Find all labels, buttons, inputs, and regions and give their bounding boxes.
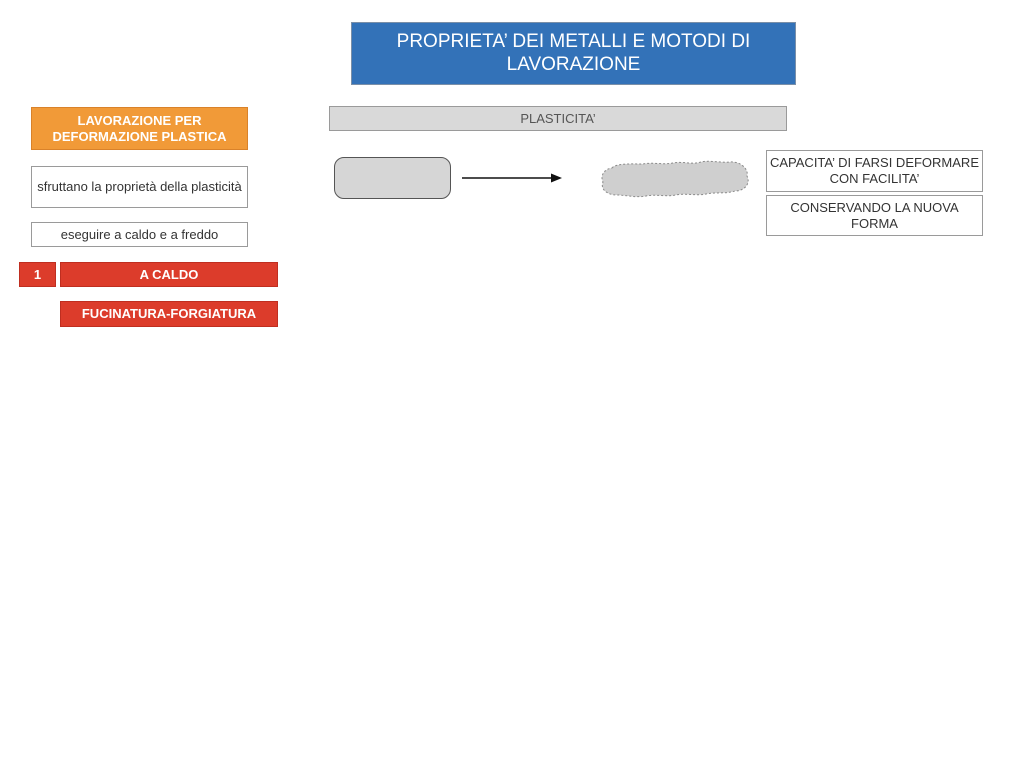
definition-box-1: CAPACITA’ DI FARSI DEFORMARE CON FACILITA’	[766, 150, 983, 192]
slide-title: PROPRIETA’ DEI METALLI E MOTODI DI LAVORAZIONE	[351, 22, 796, 85]
category-box: LAVORAZIONE PER DEFORMAZIONE PLASTICA	[31, 107, 248, 150]
property-header: PLASTICITA’	[329, 106, 787, 131]
sub-step-box: FUCINATURA-FORGIATURA	[60, 301, 278, 327]
deformation-arrow	[462, 174, 562, 183]
execution-box: eseguire a caldo e a freddo	[31, 222, 248, 247]
step-number-badge: 1	[19, 262, 56, 287]
original-shape	[334, 157, 451, 199]
description-box: sfruttano la proprietà della plasticità	[31, 166, 248, 208]
definition-box-2: CONSERVANDO LA NUOVA FORMA	[766, 195, 983, 236]
step-label-box: A CALDO	[60, 262, 278, 287]
deformed-shape	[602, 161, 748, 196]
